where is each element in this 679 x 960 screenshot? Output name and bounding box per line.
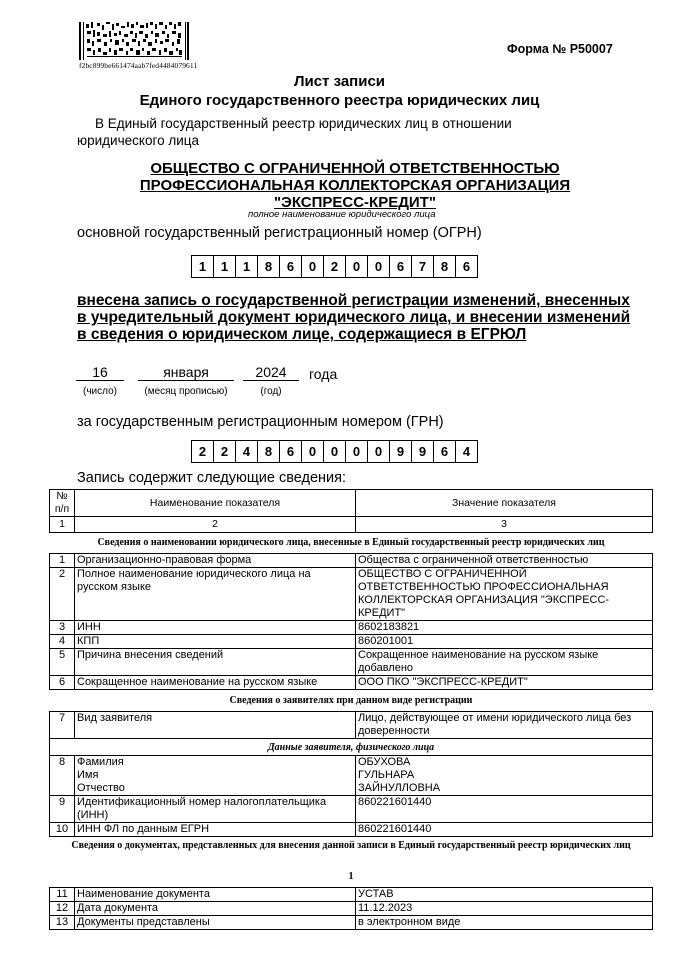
table-row: 3 ИНН 8602183821 xyxy=(50,621,653,635)
barcode-image xyxy=(79,22,189,60)
table-row: 13 Документы представлены в электронном виде xyxy=(50,916,653,930)
ogrn-digit: 6 xyxy=(279,255,302,278)
col-value-header: Значение показателя xyxy=(356,490,653,517)
table-row: 1 Организационно-правовая форма Общества с ограниченной ответственностью xyxy=(50,554,653,568)
ogrn-digit: 2 xyxy=(323,255,346,278)
grn-digit: 9 xyxy=(389,440,412,463)
grn-digit: 6 xyxy=(433,440,456,463)
document-title: Лист записи xyxy=(293,73,386,90)
subsection-applicant-person: Данные заявителя, физического лица xyxy=(50,739,653,756)
ogrn-digits xyxy=(191,255,477,278)
col-number: 3 xyxy=(356,517,653,533)
section-heading-applicants: Сведения о заявителях при данном виде регистрации xyxy=(229,695,473,706)
ogrn-digit: 0 xyxy=(345,255,368,278)
ogrn-digit: 8 xyxy=(433,255,456,278)
year-caption: (год) xyxy=(260,386,282,397)
barcode-text: f2bc899be661474aab7fed4484079611 xyxy=(79,61,198,70)
grn-digit: 4 xyxy=(235,440,258,463)
table-row: 9 Идентификационный номер налогоплательщика (ИНН) 860221601440 xyxy=(50,796,653,823)
patronymic-value: ЗАЙНУЛЛОВНА xyxy=(358,782,441,794)
date-year-word: года xyxy=(309,366,338,382)
table-row: 8 Фамилия Имя Отчество ОБУХОВА ГУЛЬНАРА ЗАЙНУЛЛОВНА xyxy=(50,756,653,796)
col-number: 2 xyxy=(75,517,356,533)
surname-label: Фамилия xyxy=(77,756,124,768)
date-month: января xyxy=(138,364,234,381)
table-subsection-row xyxy=(50,739,653,756)
document-subtitle: Единого государственного реестра юридических лиц xyxy=(139,92,540,109)
records-table-section1 xyxy=(49,553,653,690)
intro-text: В Единый государственный реестр юридических лиц в отношении юридического лица xyxy=(77,116,512,148)
grn-digits xyxy=(191,440,477,463)
ogrn-digit: 0 xyxy=(367,255,390,278)
grn-digit: 0 xyxy=(367,440,390,463)
table-row: 10 ИНН ФЛ по данным ЕГРН 860221601440 xyxy=(50,823,653,837)
col-name-header: Наименование показателя xyxy=(75,490,356,517)
grn-digit: 9 xyxy=(411,440,434,463)
table-row: 11 Наименование документа УСТАВ xyxy=(50,888,653,902)
ogrn-digit: 0 xyxy=(301,255,324,278)
col-number: 1 xyxy=(50,517,75,533)
day-caption: (число) xyxy=(83,386,117,397)
table-row: 2 Полное наименование юридического лица на русском языке ОБЩЕСТВО С ОГРАНИЧЕННОЙ ОТВЕТСТВЕННОСТЬЮ ПРОФЕССИОНАЛЬНАЯ КОЛЛЕКТОРСКАЯ ОРГАНИЗАЦИЯ "ЭКСПРЕСС-КРЕДИТ" xyxy=(50,568,653,621)
table-row: 4 КПП 860201001 xyxy=(50,635,653,649)
patronymic-label: Отчество xyxy=(77,782,125,794)
record-intro: Запись содержит следующие сведения: xyxy=(77,470,347,486)
date-year: 2024 xyxy=(243,364,299,381)
form-number: Форма № Р50007 xyxy=(507,42,613,56)
month-caption: (месяц прописью) xyxy=(144,386,228,397)
grn-digit: 8 xyxy=(257,440,280,463)
full-name-caption: полное наименование юридического лица xyxy=(248,209,436,220)
records-table-header xyxy=(49,489,653,533)
ogrn-digit: 6 xyxy=(455,255,478,278)
given-name-label: Имя xyxy=(77,769,99,781)
ogrn-label: основной государственный регистрационный номер (ОГРН) xyxy=(77,225,482,241)
table-row: 7 Вид заявителя Лицо, действующее от имени юридического лица без доверенности xyxy=(50,712,653,739)
ogrn-digit: 1 xyxy=(213,255,236,278)
section-heading-documents: Сведения о документах, представленных для внесения данной записи в Единый государственный реестр юридических лиц xyxy=(71,840,631,851)
ogrn-digit: 8 xyxy=(257,255,280,278)
section-heading-name: Сведения о наименовании юридического лица, внесенные в Единый государственный реестр юридических лиц xyxy=(97,537,605,548)
entry-statement: внесена запись о государственной регистрации изменений, внесенных в учредительный документ юридического лица, и внесении изменений в сведения о юридическом лице, содержащиеся в ЕГРЮЛ xyxy=(77,292,631,343)
document-number: 1 xyxy=(348,871,354,882)
ogrn-digit: 7 xyxy=(411,255,434,278)
records-table-section3 xyxy=(49,887,653,930)
surname-value: ОБУХОВА xyxy=(358,756,411,768)
grn-digit: 2 xyxy=(213,440,236,463)
grn-digit: 4 xyxy=(455,440,478,463)
grn-digit: 2 xyxy=(191,440,214,463)
grn-digit: 0 xyxy=(345,440,368,463)
date-day: 16 xyxy=(76,364,124,381)
ogrn-digit: 1 xyxy=(235,255,258,278)
organization-full-name: ОБЩЕСТВО С ОГРАНИЧЕННОЙ ОТВЕТСТВЕННОСТЬЮ ПРОФЕССИОНАЛЬНАЯ КОЛЛЕКТОРСКАЯ ОРГАНИЗАЦИЯ "ЭКСПРЕСС-КРЕДИТ" xyxy=(139,160,571,211)
grn-digit: 0 xyxy=(323,440,346,463)
grn-digit: 6 xyxy=(279,440,302,463)
records-table-section2 xyxy=(49,711,653,837)
table-row: 12 Дата документа 11.12.2023 xyxy=(50,902,653,916)
ogrn-digit: 1 xyxy=(191,255,214,278)
table-row: 6 Сокращенное наименование на русском языке ООО ПКО "ЭКСПРЕСС-КРЕДИТ" xyxy=(50,676,653,690)
given-name-value: ГУЛЬНАРА xyxy=(358,769,415,781)
table-row: 5 Причина внесения сведений Сокращенное наименование на русском языке добавлено xyxy=(50,649,653,676)
grn-digit: 0 xyxy=(301,440,324,463)
col-num-header: № п/п xyxy=(50,490,75,517)
ogrn-digit: 6 xyxy=(389,255,412,278)
grn-label: за государственным регистрационным номером (ГРН) xyxy=(77,414,444,430)
